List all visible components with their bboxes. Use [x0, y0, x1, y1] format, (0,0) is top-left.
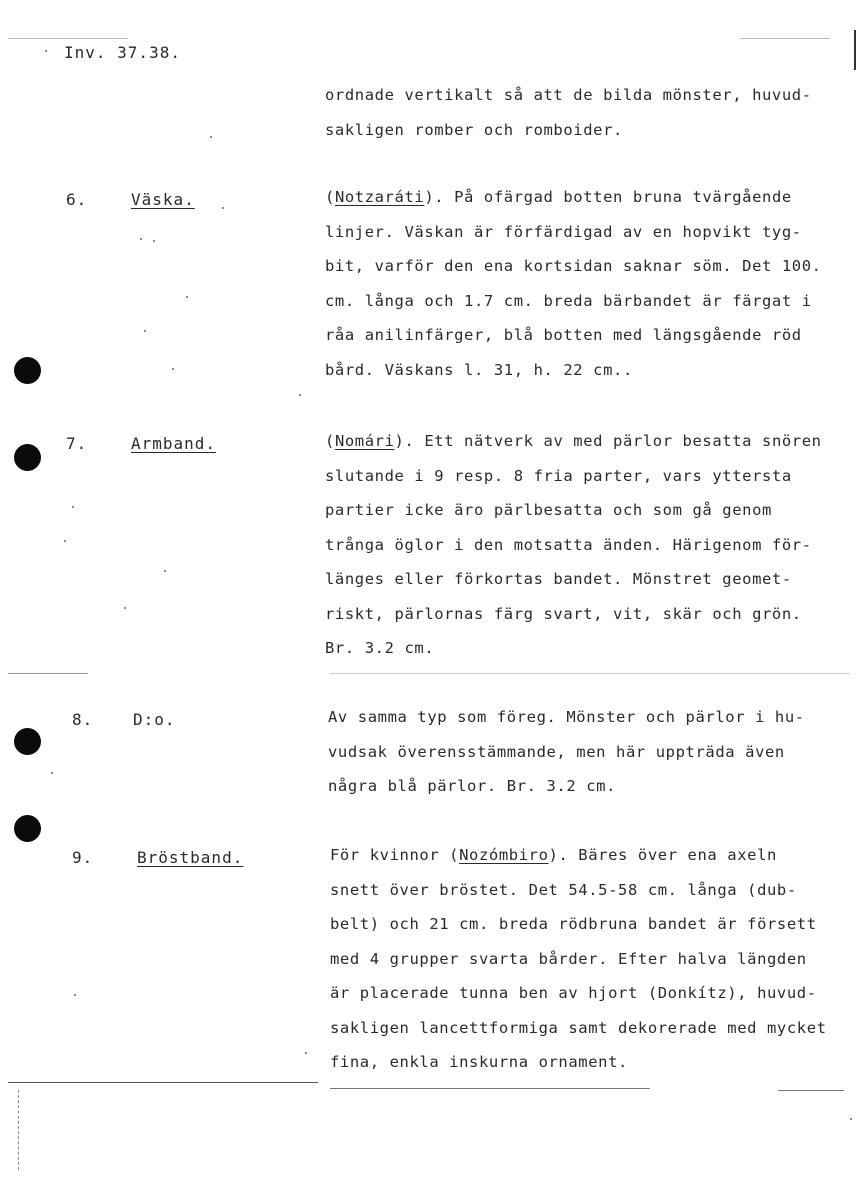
text-line: bård. Väskans l. 31, h. 22 cm.. [325, 360, 633, 379]
speck [51, 772, 53, 774]
top-rule-right [740, 38, 830, 39]
text-line: cm. långa och 1.7 cm. breda bärbandet är färgat i [325, 291, 812, 310]
punch-hole [14, 815, 41, 842]
native-name: Nomári [334, 432, 395, 450]
entry-number: 9. [72, 848, 94, 867]
speck [124, 607, 126, 609]
right-edge-mark [854, 30, 856, 70]
text-line: länges eller förkortas bandet. Mönstret geomet- [325, 570, 792, 588]
text-line: fina, enkla inskurna ornament. [330, 1053, 628, 1071]
page-edge-mark [18, 1090, 21, 1170]
speck [305, 1052, 307, 1054]
text-line: snett över bröstet. Det 54.5-58 cm. långa (dub- [330, 880, 797, 899]
speck [144, 330, 146, 332]
entry-number: 6. [66, 190, 88, 209]
bottom-rule [330, 1088, 650, 1089]
entry-description [328, 706, 805, 810]
text-line: sakligen romber och romboider. [325, 120, 623, 139]
text-line: råa anilinfärger, blå botten med längsgående röd [325, 326, 802, 344]
text-line: ordnade vertikalt så att de bilda mönster, huvud- [325, 86, 812, 104]
speck [172, 368, 174, 370]
entry-title: D:o. [133, 710, 176, 729]
speck [64, 540, 66, 542]
speck [164, 570, 166, 572]
text-line: vudsak överensstämmande, men här uppträda även [328, 742, 785, 761]
entry-description [325, 186, 822, 393]
speck [74, 994, 76, 996]
entry-title: Armband. [131, 434, 217, 453]
separator-rule [8, 673, 88, 674]
text-line: För kvinnor (Nozómbiro). Bäres över ena axeln [330, 846, 777, 864]
text-line: några blå pärlor. Br. 3.2 cm. [328, 777, 617, 795]
speck [72, 506, 74, 508]
text-line: partier icke äro pärlbesatta och som gå genom [325, 501, 772, 519]
continuation-text [325, 84, 812, 153]
speck [153, 240, 155, 242]
entry-title: Väska. [131, 190, 195, 209]
text-line: sakligen lancettformiga samt dekorerade med mycket [330, 1018, 827, 1037]
entry-description [325, 430, 822, 672]
speck [140, 238, 142, 240]
text-line: riskt, pärlornas färg svart, vit, skär och grön. [325, 604, 802, 623]
bottom-rule [778, 1090, 844, 1091]
speck [222, 207, 224, 209]
text-line: är placerade tunna ben av hjort (Donkítz), huvud- [330, 984, 817, 1002]
punch-hole [14, 728, 41, 755]
text-line: slutande i 9 resp. 8 fria parter, vars yttersta [325, 466, 792, 485]
text-line: (Notzaráti). På ofärgad botten bruna tvärgående [325, 188, 792, 206]
speck [299, 394, 301, 396]
punch-hole [14, 444, 41, 471]
text-line: bit, varför den ena kortsidan saknar söm. Det 100. [325, 257, 822, 275]
text-line: Br. 3.2 cm. [325, 639, 435, 657]
text-line: linjer. Väskan är förfärdigad av en hopvikt tyg- [325, 222, 802, 241]
speck [45, 50, 47, 52]
punch-hole [14, 357, 41, 384]
text-line: (Nomári). Ett nätverk av med pärlor besatta snören [325, 432, 822, 450]
speck [850, 1118, 852, 1120]
entry-title: Bröstband. [137, 848, 244, 867]
speck [210, 136, 212, 138]
separator-rule [330, 673, 850, 674]
native-name: Nozómbiro [459, 846, 549, 864]
text-line: Av samma typ som föreg. Mönster och pärlor i hu- [328, 708, 805, 726]
bottom-rule [8, 1082, 318, 1083]
top-rule-left [8, 38, 128, 39]
native-name: Notzaráti [334, 188, 425, 206]
entry-description [330, 844, 827, 1086]
entry-number: 8. [72, 710, 94, 729]
text-line: med 4 grupper svarta bårder. Efter halva längden [330, 949, 807, 968]
inventory-number: Inv. 37.38. [64, 43, 181, 62]
text-line: trånga öglor i den motsatta änden. Härigenom för- [325, 535, 812, 554]
entry-number: 7. [66, 434, 88, 453]
speck [186, 296, 188, 298]
text-line: belt) och 21 cm. breda rödbruna bandet är försett [330, 915, 817, 933]
